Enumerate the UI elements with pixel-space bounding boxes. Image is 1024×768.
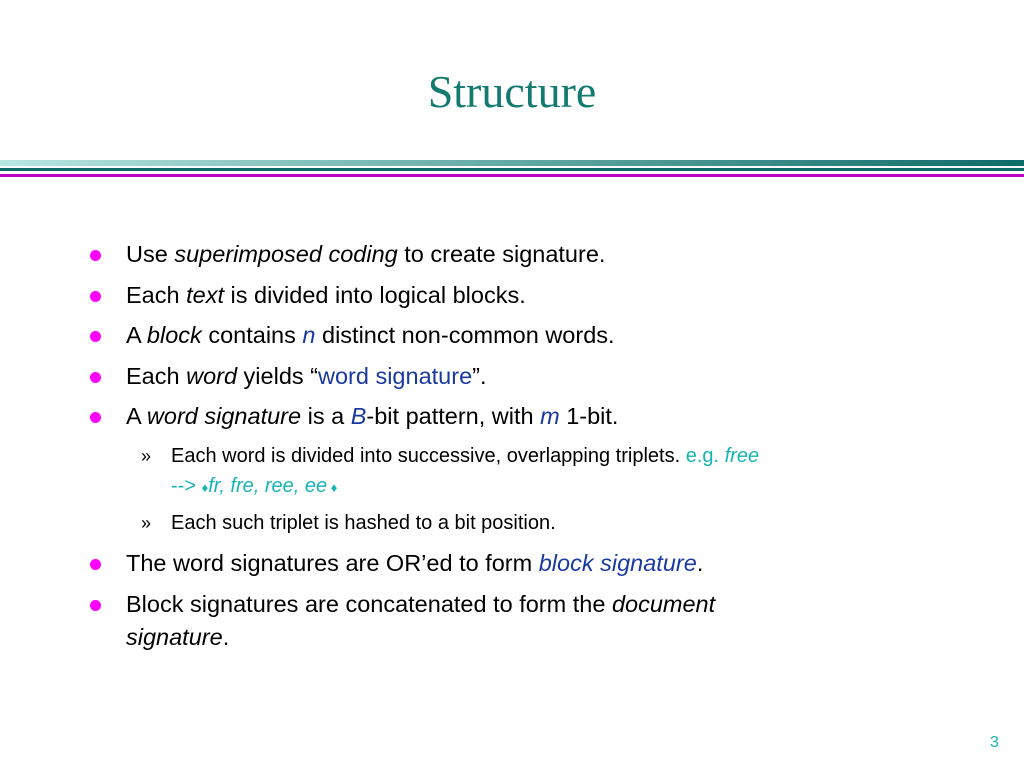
- bullet-dot-icon: [90, 412, 101, 423]
- bullet-dot-icon: [90, 331, 101, 342]
- bullet-text: The word signatures are OR’ed to form block signature.: [126, 550, 704, 576]
- bullet-dot-icon: [90, 250, 101, 261]
- bullet-text: Each word yields “word signature”.: [126, 363, 487, 389]
- sub-bullet-text: --> ♦fr, fre, ree, ee ♦: [171, 475, 338, 497]
- title-rule-magenta: [0, 174, 1024, 177]
- sub-bullet-text: Each word is divided into successive, overlapping triplets. e.g. free: [171, 445, 760, 467]
- bullet-dot-icon: [90, 372, 101, 383]
- bullet-text: signature.: [126, 624, 230, 650]
- sub-bullet-marker: »: [141, 446, 152, 466]
- bullet-text: A block contains n distinct non-common words.: [126, 322, 615, 348]
- page-number: 3: [990, 734, 999, 751]
- title-rule-teal: [0, 168, 1024, 171]
- bullet-text: Use superimposed coding to create signature.: [126, 241, 606, 267]
- sub-bullet-text: Each such triplet is hashed to a bit position.: [171, 512, 556, 534]
- sub-bullet-marker: »: [141, 513, 152, 533]
- slide-title: Structure: [427, 66, 597, 117]
- bullet-dot-icon: [90, 600, 101, 611]
- bullet-dot-icon: [90, 559, 101, 570]
- title-rule-gradient: [0, 160, 1024, 166]
- bullet-dot-icon: [90, 291, 101, 302]
- bullet-text: Each text is divided into logical blocks.: [126, 282, 526, 308]
- bullet-text: Block signatures are concatenated to form the document: [126, 591, 716, 617]
- bullet-text: A word signature is a B-bit pattern, with m 1-bit.: [126, 403, 619, 429]
